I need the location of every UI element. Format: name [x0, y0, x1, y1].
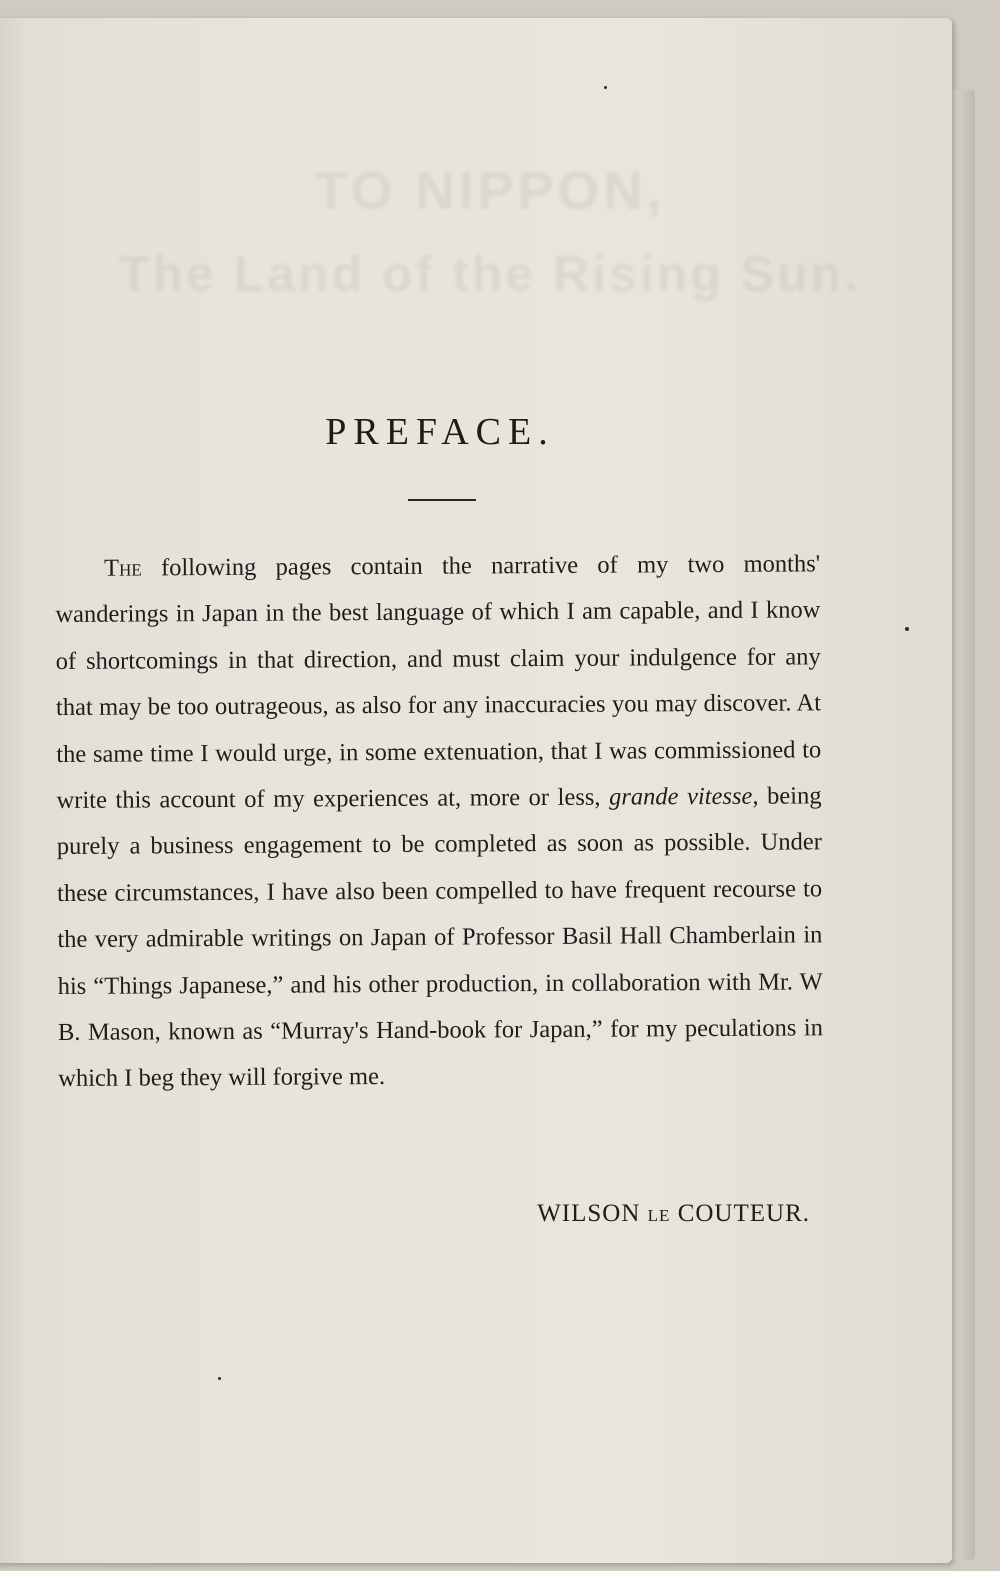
ink-speck [604, 86, 607, 89]
author-first-name: WILSON [537, 1200, 641, 1227]
paragraph-text-1: following pages contain the narrative of my two months' wanderings in Japan in the best language of which I am capable, and I know of shortcomings in that direction, and must claim your indulgence for any that may be too outrageous, as also for any inaccuracies you may discover. At the same time I would urge, in some extenuation, that I was commissioned to write this account of my experiences at, more or less, [55, 550, 822, 815]
ink-speck [905, 627, 909, 631]
drop-word: The [104, 554, 142, 582]
show-through-title: TO NIPPON, [314, 161, 666, 221]
author-signature [470, 1200, 810, 1228]
author-last-name: COUTEUR. [677, 1200, 810, 1227]
preface-paragraph [55, 541, 823, 1103]
ink-speck [218, 1377, 221, 1380]
author-particle: LE [647, 1206, 671, 1225]
show-through-subtitle: The Land of the Rising Sun. [118, 246, 862, 302]
paragraph-text-2: , being purely a business engagement to be completed as soon as possible. Under these circumstances, I have also been compelled to have frequent recourse to the very admirable writings on Japan of Professor Basil Hall Chamberlain in his “Things Japanese,” and his other production, in collaboration with Mr. W B. Mason, known as “Murray's Hand-book for Japan,” for my peculations in which I beg they will forgive me. [56, 782, 824, 1093]
title-rule [408, 499, 476, 501]
italic-phrase: grande vitesse [609, 782, 753, 811]
page-title: PREFACE. [325, 411, 555, 453]
